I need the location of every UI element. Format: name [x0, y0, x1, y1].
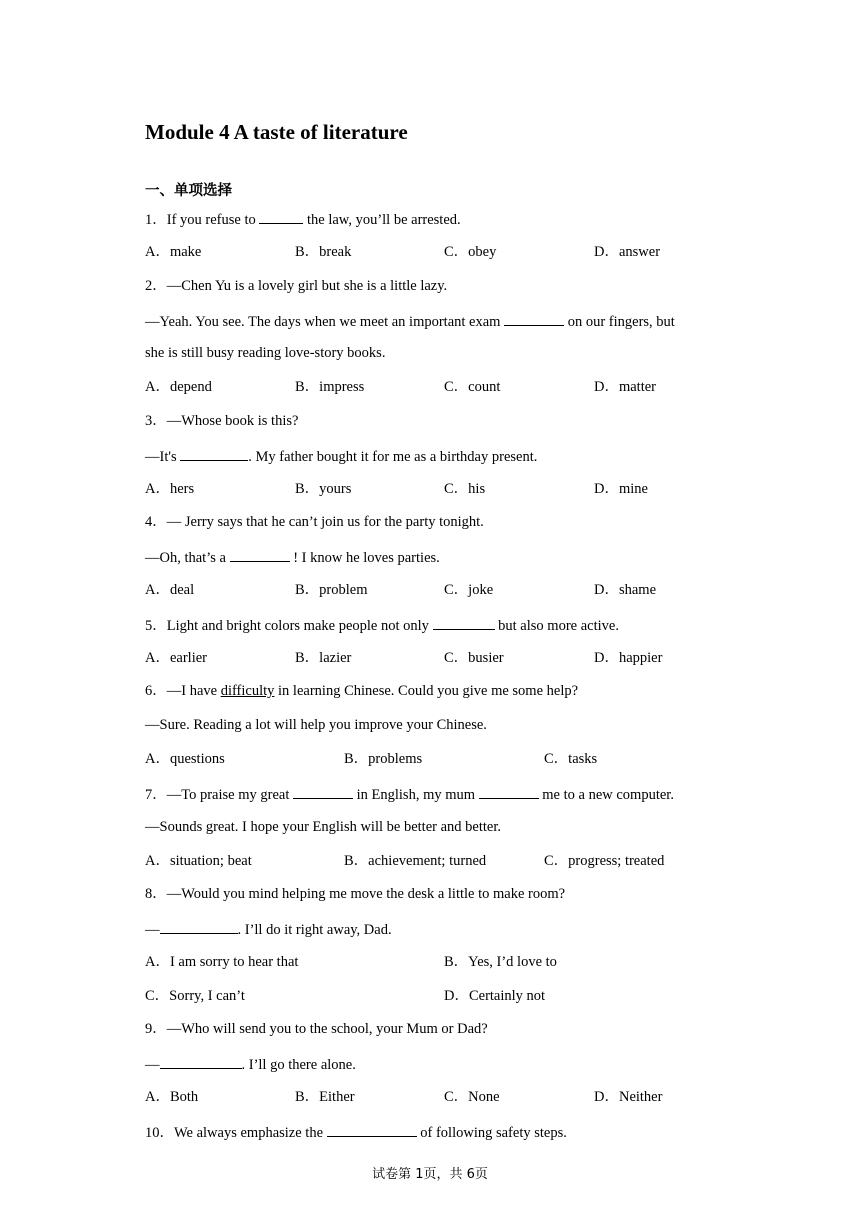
- page-title: Module 4 A taste of literature: [145, 120, 408, 144]
- option-d: D．answer: [594, 244, 661, 260]
- option-c: C．joke: [444, 582, 494, 598]
- option-b: B．impress: [295, 379, 365, 395]
- question-3-line: —It's . My father bought it for me as a birthday present.: [145, 446, 537, 466]
- question-6-line: —Sure. Reading a lot will help you improve your Chinese.: [145, 717, 487, 733]
- option-a: A．Both: [145, 1089, 199, 1105]
- option-c: C．his: [444, 481, 486, 497]
- question-3: 3．—Whose book is this?: [145, 413, 299, 429]
- option-a: A．situation; beat: [145, 853, 252, 869]
- option-a: A．make: [145, 244, 202, 260]
- question-1: 1．If you refuse to the law, you’ll be arrested.: [145, 209, 461, 229]
- answer-blank: [160, 919, 238, 934]
- option-b: B．Yes, I’d love to: [444, 954, 557, 970]
- option-d: D．matter: [594, 379, 657, 395]
- question-2: 2．—Chen Yu is a lovely girl but she is a little lazy.: [145, 278, 448, 294]
- question-8: 8．—Would you mind helping me move the desk a little to make room?: [145, 886, 566, 902]
- option-a: A．depend: [145, 379, 212, 395]
- option-b: B．problems: [344, 751, 423, 767]
- option-c: C．count: [444, 379, 501, 395]
- answer-blank: [259, 209, 303, 224]
- option-a: A．I am sorry to hear that: [145, 954, 299, 970]
- option-d: D．shame: [594, 582, 657, 598]
- option-c: C．tasks: [544, 751, 598, 767]
- answer-blank: [504, 311, 564, 326]
- option-c: C．progress; treated: [544, 853, 665, 869]
- option-a: A．questions: [145, 751, 225, 767]
- option-d: D．Certainly not: [444, 988, 546, 1004]
- question-4: 4．— Jerry says that he can’t join us for the party tonight.: [145, 514, 484, 530]
- option-d: D．happier: [594, 650, 663, 666]
- option-c: C．Sorry, I can’t: [145, 988, 245, 1004]
- question-8-line: — . I’ll do it right away, Dad.: [145, 919, 392, 939]
- answer-blank: [479, 784, 539, 799]
- option-b: B．Either: [295, 1089, 355, 1105]
- answer-blank: [230, 547, 290, 562]
- option-a: A．hers: [145, 481, 195, 497]
- option-c: C．obey: [444, 244, 497, 260]
- option-b: B．lazier: [295, 650, 352, 666]
- option-b: B．break: [295, 244, 352, 260]
- answer-blank: [293, 784, 353, 799]
- question-9-line: — . I’ll go there alone.: [145, 1054, 356, 1074]
- question-7: 7．—To praise my great in English, my mum me to a new computer.: [145, 784, 674, 804]
- underlined-word: difficulty: [220, 683, 275, 699]
- option-c: C．None: [444, 1089, 500, 1105]
- option-d: D．mine: [594, 481, 648, 497]
- question-9: 9．—Who will send you to the school, your Mum or Dad?: [145, 1021, 488, 1037]
- question-2-line: she is still busy reading love-story books.: [145, 345, 386, 361]
- question-2-line: —Yeah. You see. The days when we meet an important exam on our fingers, but: [145, 311, 675, 331]
- section-heading: 一、单项选择: [145, 183, 232, 199]
- option-b: B．yours: [295, 481, 352, 497]
- question-7-line: —Sounds great. I hope your English will be better and better.: [145, 819, 501, 835]
- option-b: B．achievement; turned: [344, 853, 487, 869]
- question-10: 10．We always emphasize the of following safety steps.: [145, 1122, 567, 1142]
- option-c: C．busier: [444, 650, 504, 666]
- page-footer: 试卷第 1页，共 6页: [372, 1167, 488, 1182]
- option-a: A．earlier: [145, 650, 207, 666]
- answer-blank: [160, 1054, 242, 1069]
- answer-blank: [180, 446, 248, 461]
- answer-blank: [433, 615, 495, 630]
- option-a: A．deal: [145, 582, 195, 598]
- answer-blank: [327, 1122, 417, 1137]
- option-b: B．problem: [295, 582, 368, 598]
- question-6: 6．—I have difficulty in learning Chinese. Could you give me some help?: [145, 683, 579, 699]
- question-4-line: —Oh, that’s a ! I know he loves parties.: [145, 547, 440, 567]
- question-5: 5．Light and bright colors make people not only but also more active.: [145, 615, 619, 635]
- option-d: D．Neither: [594, 1089, 663, 1105]
